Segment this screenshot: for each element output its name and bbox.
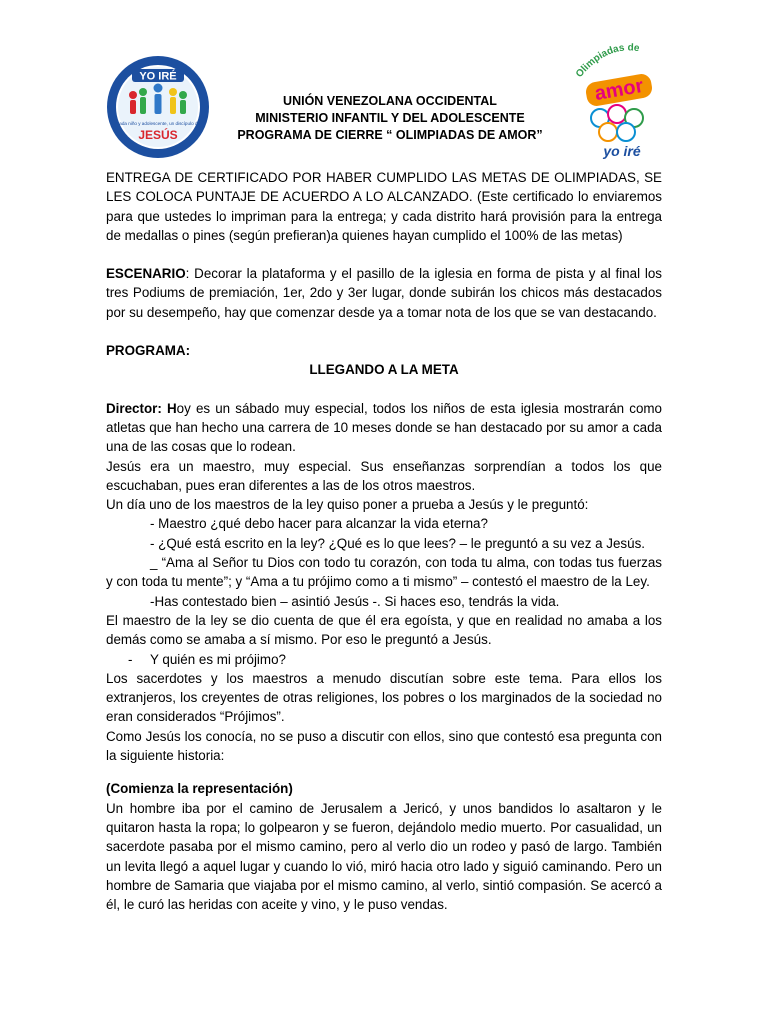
escenario-paragraph — [106, 264, 662, 322]
yo-ire-jesus-logo-graphic — [106, 55, 210, 159]
sacerdotes-paragraph: Los sacerdotes y los maestros a menudo discutían sobre este tema. Para ellos los extranjeros, los creyentes de otras religiones, los pobres o los marginados de la sociedad no eran considerados “Prójimos”. — [106, 670, 662, 725]
svg-text:amor: amor — [593, 74, 645, 106]
question-text: Y quién es mi prójimo? — [150, 651, 286, 667]
dialogue-line-3 — [106, 553, 662, 592]
header-line-2: MINISTERIO INFANTIL Y DEL ADOLESCENTE — [255, 111, 525, 125]
hombre-paragraph: Un hombre iba por el camino de Jerusalem a Jericó, y unos bandidos lo asaltaron y le quitaron hasta la ropa; lo golpearon y se fueron, dejándolo medio muerto. Por casualidad, un sacerdote pasaba por el mismo camino, pero al verlo dio un rodeo y pasó de largo. También un levita llegó a aquel lugar y cuando lo vió, miró hacia otro lado y siguió caminando. Pero un hombre de Samaria que viajaba por el mismo camino, al verlo, sintió compasión. Se acercó a él, le curó las heridas con aceite y vino, y le puso vendas. — [106, 800, 662, 913]
dialogue-line-4: -Has contestado bien – asintió Jesús -. Si haces eso, tendrás la vida. — [150, 593, 560, 609]
un-dia-paragraph: Un día uno de los maestros de la ley quiso poner a prueba a Jesús y le preguntó: — [106, 497, 589, 513]
programa-label: PROGRAMA: — [106, 343, 191, 359]
director-text: oy es un sábado muy especial, todos los niños de esta iglesia mostrarán como atletas que han hecho una carrera de 10 meses donde se han destacado por su amor a cada una de las cosas que lo rodean. — [106, 400, 662, 455]
dialogue-line-3-start: _ “Ama al Señor tu Dios con todo tu corazón, con toda tu alma, con todas tus fuerzas — [150, 555, 662, 571]
question-dash: - — [128, 651, 133, 667]
escenario-label: ESCENARIO — [106, 266, 186, 282]
escenario-text: : Decorar la plataforma y el pasillo de la iglesia en forma de pista y al final los tres Podiums de premiación, 1er, 2do y 3er lugar, donde subirán los chicos más destacados por su desempeño, hay que comenzar desde ya a tomar nota de los que se van destacando. — [106, 266, 662, 320]
jesus-maestro-paragraph: Jesús era un maestro, muy especial. Sus enseñanzas sorprendían a todos los que escuchaban, pues eran diferentes a las de los otros maestros. — [106, 458, 662, 493]
representacion-text: (Comienza la representación) — [106, 781, 293, 797]
olimpiadas-de-amor-logo — [572, 38, 662, 164]
representacion-heading — [106, 779, 662, 798]
svg-text:Olimpiadas de: Olimpiadas de — [573, 42, 641, 80]
dialogue-line-2: - ¿Qué está escrito en la ley? ¿Qué es lo que lees? – le preguntó a su vez a Jesús. — [150, 535, 645, 551]
egoista-paragraph: El maestro de la ley se dio cuenta de que él era egoísta, y que en realidad no amaba a los demás como se amaba a sí mismo. Por eso le preguntó a Jesús. — [106, 612, 662, 648]
como-jesus-paragraph: Como Jesús los conocía, no se puso a discutir con ellos, sino que contestó esa pregunta con la siguiente historia: — [106, 728, 662, 764]
intro-paragraph: ENTREGA DE CERTIFICADO POR HABER CUMPLIDO LAS METAS DE OLIMPIADAS, SE LES COLOCA PUNTAJE DE ACUERDO A LO ALCANZADO. (Este certificado lo enviaremos para que ustedes lo impriman para la entrega; y cada distrito hará provisión para la entrega de medallas o pines (según prefieran)a quienes hayan cumplido el 100% de las metas) — [106, 170, 662, 243]
header-line-1: UNIÓN VENEZOLANA OCCIDENTAL — [283, 94, 497, 108]
svg-text:YO IRÉ: YO IRÉ — [139, 70, 177, 83]
question-line — [106, 650, 662, 669]
svg-text:Cada niño y adolescente, un di: Cada niño y adolescente, un discípulo de — [115, 121, 201, 126]
svg-text:yo iré: yo iré — [603, 143, 641, 159]
yo-ire-jesus-logo — [106, 55, 210, 159]
svg-text:JESÚS: JESÚS — [138, 128, 178, 142]
header-line-3: PROGRAMA DE CIERRE “ OLIMPIADAS DE AMOR” — [237, 128, 543, 142]
document-header — [215, 93, 565, 144]
dialogue-line-1: - Maestro ¿qué debo hacer para alcanzar la vida eterna? — [150, 516, 488, 532]
dialogue-line-3-rest: y con toda tu mente”; y “Ama a tu prójimo como a ti mismo” – contestó el maestro de la Ley. — [106, 574, 650, 590]
olimpiadas-de-amor-logo-graphic — [572, 38, 662, 164]
director-paragraph — [106, 399, 662, 457]
director-label: Director: H — [106, 400, 177, 416]
section-title: LLEGANDO A LA META — [309, 362, 459, 378]
document-body — [106, 168, 662, 914]
